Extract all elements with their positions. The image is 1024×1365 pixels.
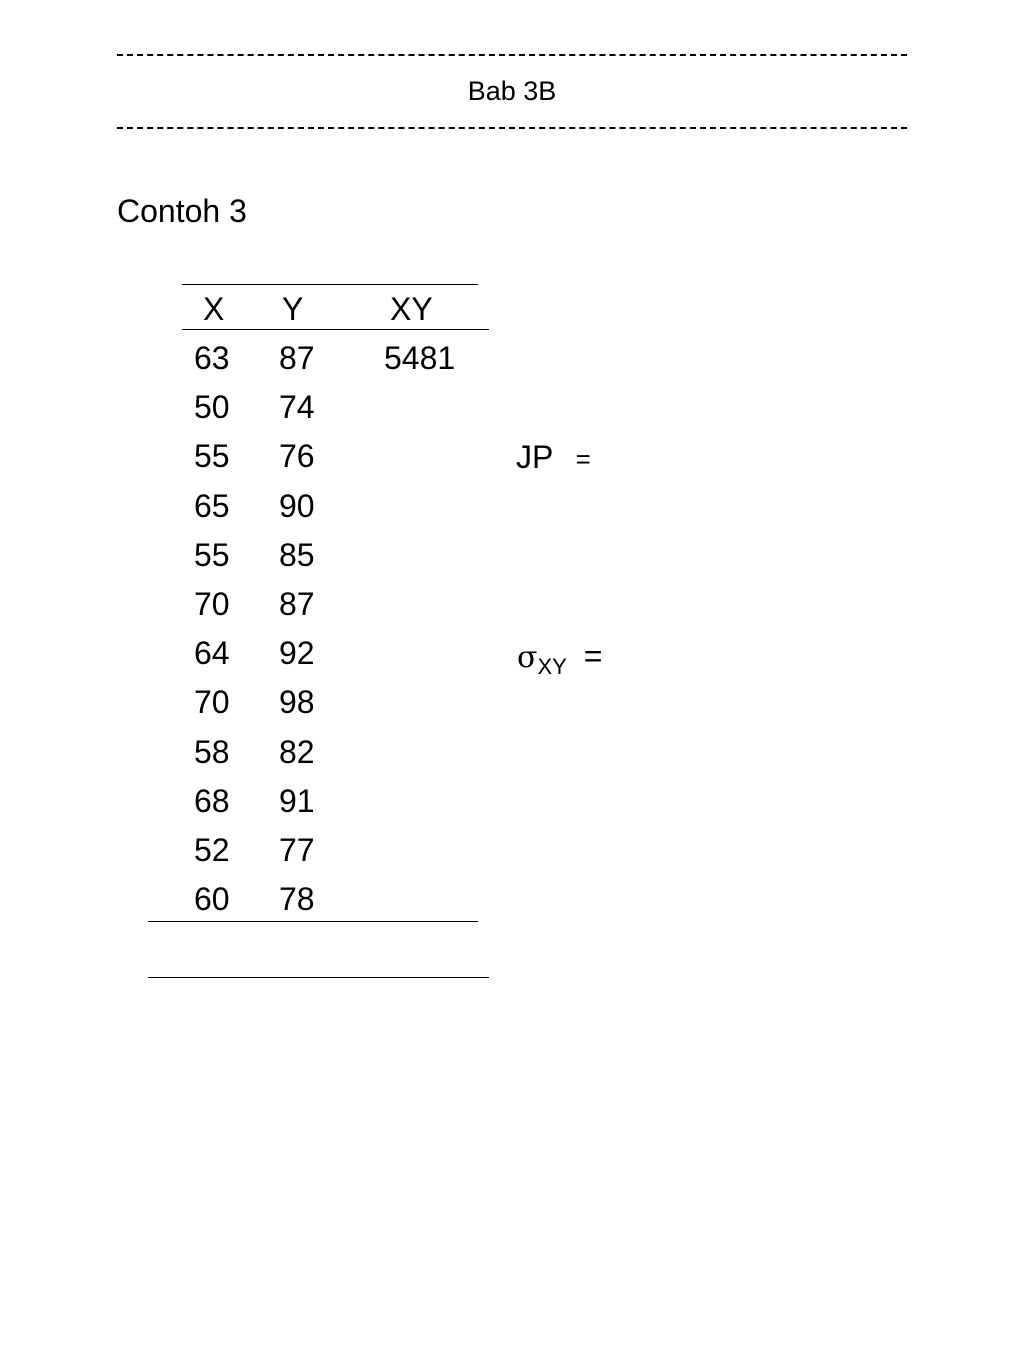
table-header-y: Y	[282, 291, 304, 327]
jp-equals: =	[575, 444, 591, 474]
table-total-rule	[148, 977, 489, 978]
table-cell-y: 87	[279, 586, 315, 622]
table-header-rule	[182, 329, 489, 330]
sigma-subscript: XY	[537, 654, 567, 679]
jp-label: JP	[516, 439, 553, 475]
sigma-symbol: σ	[517, 640, 538, 675]
table-cell-x: 70	[194, 586, 230, 622]
table-cell-x: 52	[194, 832, 230, 868]
table-cell-x: 68	[194, 783, 230, 819]
table-cell-y: 90	[279, 488, 315, 524]
table-cell-x: 55	[194, 537, 230, 573]
table-cell-x: 50	[194, 389, 230, 425]
table-cell-x: 60	[194, 881, 230, 917]
header-title: Bab 3B	[467, 76, 557, 106]
table-cell-y: 76	[279, 438, 315, 474]
section-title: Contoh 3	[117, 193, 247, 229]
table-cell-x: 65	[194, 488, 230, 524]
table-cell-y: 87	[279, 340, 315, 376]
table-cell-x: 55	[194, 438, 230, 474]
table-cell-y: 91	[279, 783, 315, 819]
table-cell-x: 58	[194, 734, 230, 770]
sigma-xy-formula	[517, 637, 602, 679]
table-cell-y: 78	[279, 881, 315, 917]
table-cell-y: 98	[279, 684, 315, 720]
table-cell-y: 85	[279, 537, 315, 573]
table-cell-y: 77	[279, 832, 315, 868]
table-cell-xy: 5481	[384, 340, 456, 376]
table-top-rule	[182, 284, 478, 285]
table-cell-x: 63	[194, 340, 230, 376]
table-cell-y: 74	[279, 389, 315, 425]
table-bottom-rule	[148, 921, 478, 922]
table-cell-y: 82	[279, 734, 315, 770]
header-bottom-dash-line	[117, 127, 907, 129]
table-cell-x: 70	[194, 684, 230, 720]
table-header-x: X	[203, 291, 225, 327]
table-cell-x: 64	[194, 635, 230, 671]
table-header-xy: XY	[390, 291, 433, 327]
jp-formula	[516, 438, 591, 478]
header-top-dash-line	[117, 54, 907, 56]
sigma-equals: =	[583, 638, 603, 674]
table-cell-y: 92	[279, 635, 315, 671]
